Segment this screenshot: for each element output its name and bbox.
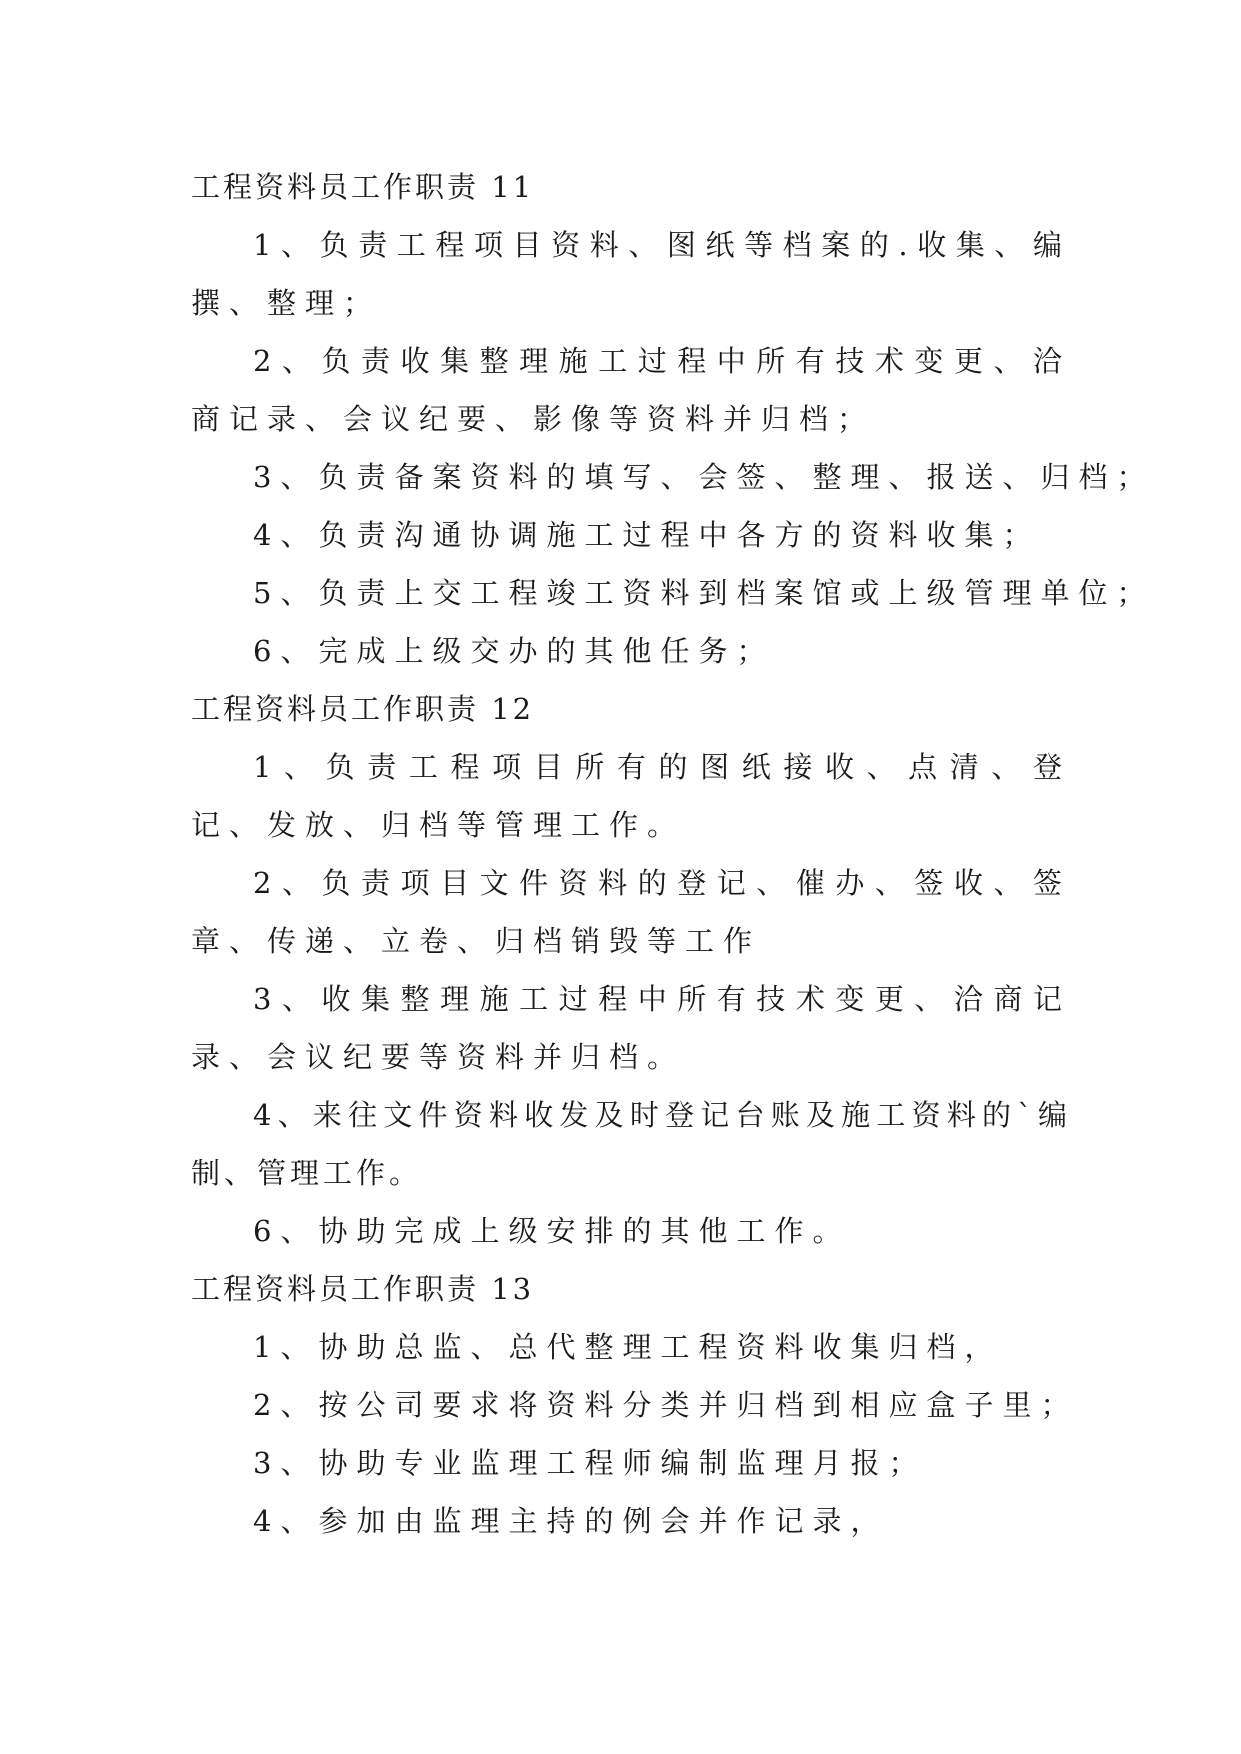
duty-item: 1、协助总监、总代整理工程资料收集归档， [253, 1330, 1003, 1364]
duty-item: 1、负责工程项目资料、图纸等档案的.收集、编撰、整理； [191, 228, 1071, 320]
duty-item: 2、按公司要求将资料分类并归档到相应盒子里； [253, 1388, 1079, 1422]
section-heading: 工程资料员工作职责 12 [191, 692, 535, 726]
duty-item: 4、参加由监理主持的例会并作记录， [253, 1504, 889, 1538]
document-page [191, 158, 1155, 1550]
duty-item: 2、负责项目文件资料的登记、催办、签收、签章、传递、立卷、归档销毁等工作 [191, 866, 1071, 958]
duty-item: 3、协助专业监理工程师编制监理月报； [253, 1446, 927, 1480]
duty-item: 4、来往文件资料收发及时登记台账及施工资料的`编制、管理工作。 [191, 1098, 1071, 1190]
duty-item: 4、负责沟通协调施工过程中各方的资料收集； [253, 518, 1041, 552]
duty-item: 5、负责上交工程竣工资料到档案馆或上级管理单位； [253, 576, 1155, 610]
duty-item: 6、协助完成上级安排的其他工作。 [253, 1214, 851, 1248]
duty-item: 6、完成上级交办的其他任务； [253, 634, 775, 668]
duty-item: 3、收集整理施工过程中所有技术变更、洽商记录、会议纪要等资料并归档。 [191, 982, 1071, 1074]
duty-item: 3、负责备案资料的填写、会签、整理、报送、归档； [253, 460, 1155, 494]
duty-item: 2、负责收集整理施工过程中所有技术变更、洽商记录、会议纪要、影像等资料并归档； [191, 344, 1071, 436]
section-heading: 工程资料员工作职责 11 [191, 170, 535, 204]
duty-item: 1、负责工程项目所有的图纸接收、点清、登记、发放、归档等管理工作。 [191, 750, 1071, 842]
section-heading: 工程资料员工作职责 13 [191, 1272, 535, 1306]
